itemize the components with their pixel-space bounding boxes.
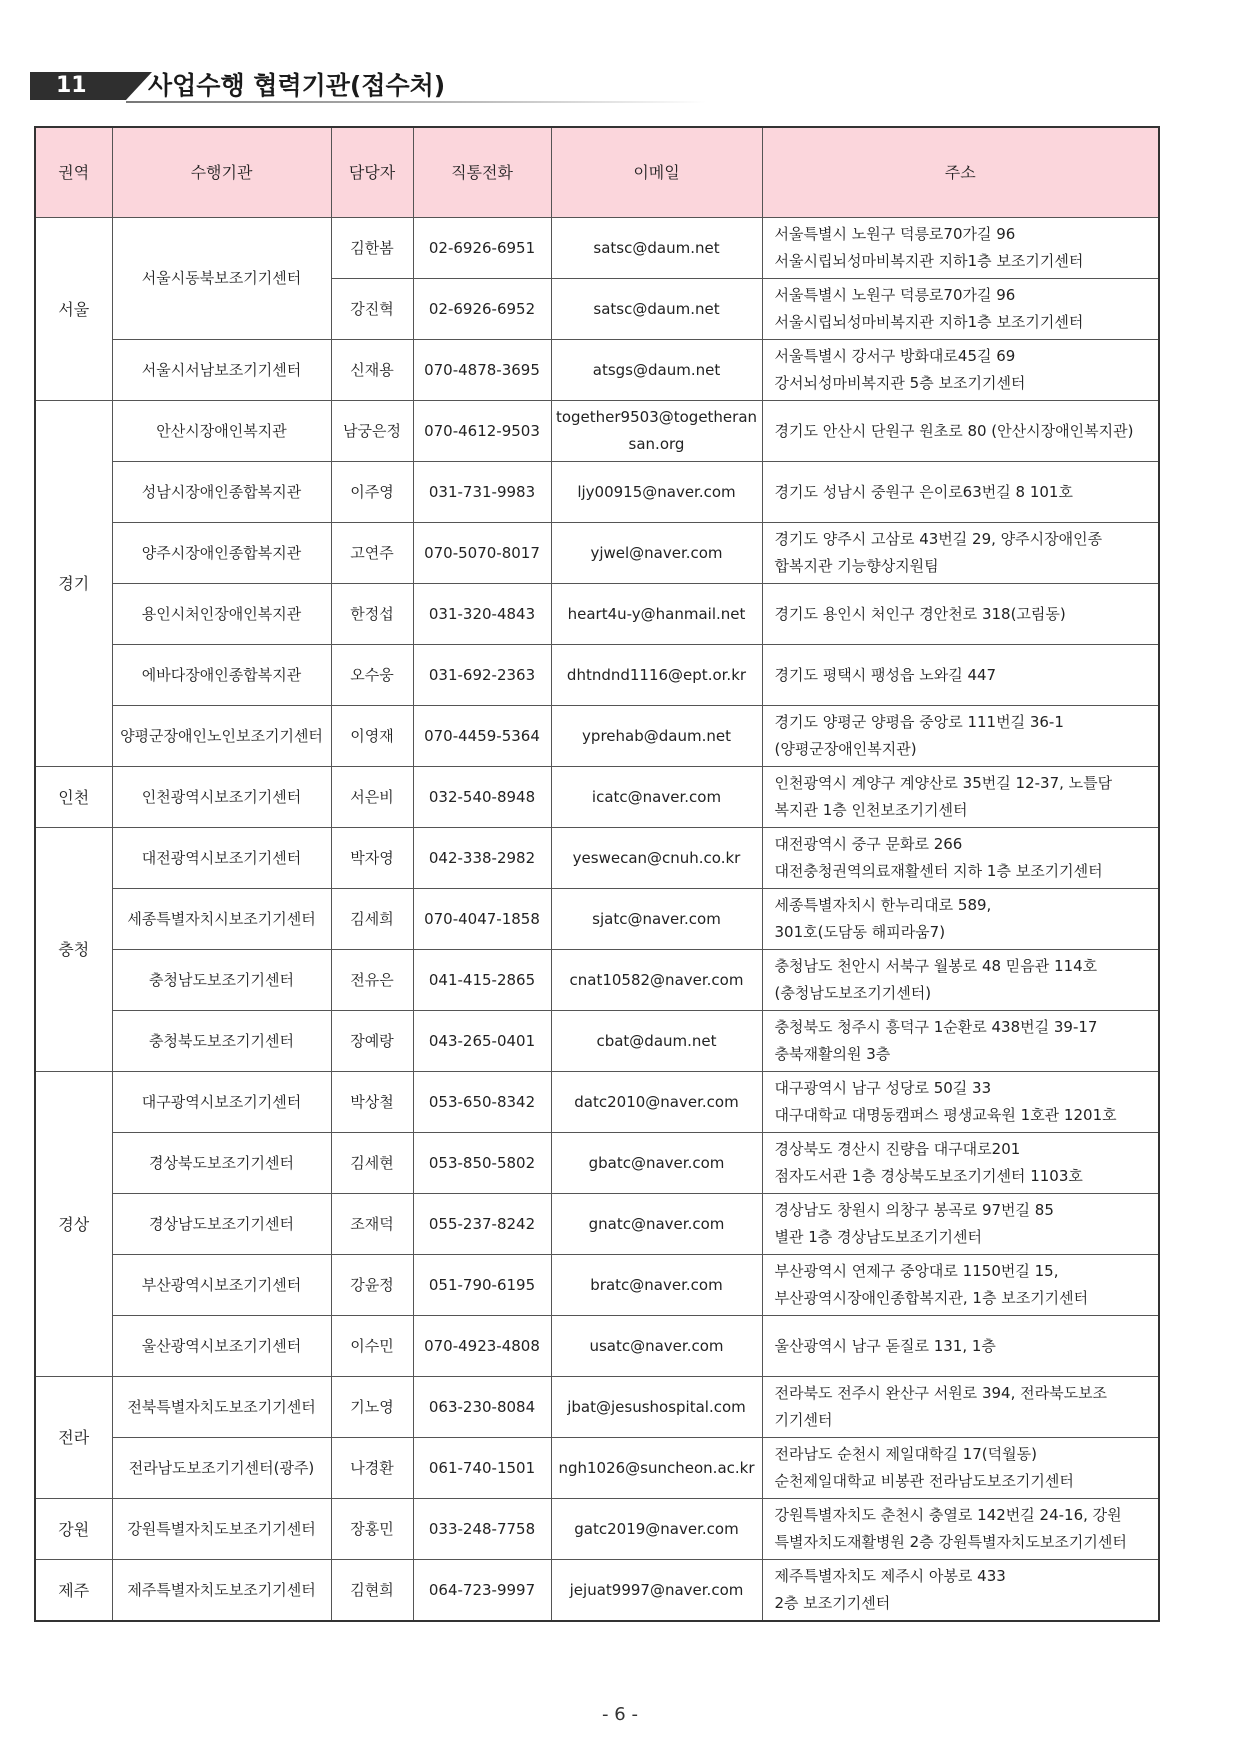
- address-cell: 경기도 평택시 팽성읍 노와길 447: [762, 645, 1159, 706]
- phone-cell: 02-6926-6952: [413, 279, 551, 340]
- table-row: [35, 828, 1159, 889]
- phone-cell: 033-248-7758: [413, 1499, 551, 1560]
- contact-cell: 김세현: [331, 1133, 413, 1194]
- email-cell: cnat10582@naver.com: [551, 950, 762, 1011]
- table-row: [35, 1194, 1159, 1255]
- agency-cell: 서울시서남보조기기센터: [112, 340, 331, 401]
- agency-cell: 세종특별자치시보조기기센터: [112, 889, 331, 950]
- address-cell: 경기도 성남시 중원구 은이로63번길 8 101호: [762, 462, 1159, 523]
- agency-cell: 전북특별자치도보조기기센터: [112, 1377, 331, 1438]
- contact-cell: 이수민: [331, 1316, 413, 1377]
- address-cell: 서울특별시 노원구 덕릉로70가길 96 서울시립뇌성마비복지관 지하1층 보조기기센터: [762, 279, 1159, 340]
- region-cell: 충청: [35, 828, 112, 1072]
- email-cell: usatc@naver.com: [551, 1316, 762, 1377]
- phone-cell: 053-850-5802: [413, 1133, 551, 1194]
- contact-cell: 서은비: [331, 767, 413, 828]
- table-row: [35, 1499, 1159, 1560]
- contact-cell: 신재용: [331, 340, 413, 401]
- column-header-email: 이메일: [551, 127, 762, 218]
- region-cell: 경상: [35, 1072, 112, 1377]
- email-cell: gbatc@naver.com: [551, 1133, 762, 1194]
- contact-cell: 고연주: [331, 523, 413, 584]
- region-cell: 강원: [35, 1499, 112, 1560]
- address-cell: 부산광역시 연제구 중앙대로 1150번길 15, 부산광역시장애인종합복지관, 1층 보조기기센터: [762, 1255, 1159, 1316]
- contact-cell: 장예랑: [331, 1011, 413, 1072]
- address-cell: 대전광역시 중구 문화로 266 대전충청권역의료재활센터 지하 1층 보조기기센터: [762, 828, 1159, 889]
- phone-cell: 043-265-0401: [413, 1011, 551, 1072]
- table-row: [35, 706, 1159, 767]
- phone-cell: 063-230-8084: [413, 1377, 551, 1438]
- address-cell: 전라북도 전주시 완산구 서원로 394, 전라북도보조 기기센터: [762, 1377, 1159, 1438]
- contact-cell: 한정섭: [331, 584, 413, 645]
- agency-cell: 울산광역시보조기기센터: [112, 1316, 331, 1377]
- page-number: - 6 -: [602, 1704, 638, 1725]
- table-row: [35, 645, 1159, 706]
- agency-cell: 에바다장애인종합복지관: [112, 645, 331, 706]
- email-cell: satsc@daum.net: [551, 218, 762, 279]
- agency-cell: 전라남도보조기기센터(광주): [112, 1438, 331, 1499]
- table-row: [35, 1560, 1159, 1622]
- section-header: [30, 70, 690, 102]
- column-header-region: 권역: [35, 127, 112, 218]
- email-cell: together9503@togetheransan.org: [551, 401, 762, 462]
- table-row: [35, 1316, 1159, 1377]
- address-cell: 충청북도 청주시 흥덕구 1순환로 438번길 39-17 충북재활의원 3층: [762, 1011, 1159, 1072]
- region-cell: 전라: [35, 1377, 112, 1499]
- phone-cell: 02-6926-6951: [413, 218, 551, 279]
- table-row: [35, 767, 1159, 828]
- phone-cell: 070-4923-4808: [413, 1316, 551, 1377]
- address-cell: 서울특별시 강서구 방화대로45길 69 강서뇌성마비복지관 5층 보조기기센터: [762, 340, 1159, 401]
- email-cell: jbat@jesushospital.com: [551, 1377, 762, 1438]
- address-cell: 세종특별자치시 한누리대로 589, 301호(도담동 해피라움7): [762, 889, 1159, 950]
- region-cell: 제주: [35, 1560, 112, 1622]
- phone-cell: 055-237-8242: [413, 1194, 551, 1255]
- phone-cell: 041-415-2865: [413, 950, 551, 1011]
- email-cell: yeswecan@cnuh.co.kr: [551, 828, 762, 889]
- email-cell: icatc@naver.com: [551, 767, 762, 828]
- contact-cell: 김세희: [331, 889, 413, 950]
- contact-cell: 전유은: [331, 950, 413, 1011]
- contact-cell: 강윤정: [331, 1255, 413, 1316]
- table-row: [35, 218, 1159, 279]
- email-cell: heart4u-y@hanmail.net: [551, 584, 762, 645]
- email-cell: gnatc@naver.com: [551, 1194, 762, 1255]
- email-cell: atsgs@daum.net: [551, 340, 762, 401]
- phone-cell: 042-338-2982: [413, 828, 551, 889]
- email-cell: yprehab@daum.net: [551, 706, 762, 767]
- agency-cell: 서울시동북보조기기센터: [112, 218, 331, 340]
- column-header-phone: 직통전화: [413, 127, 551, 218]
- address-cell: 인천광역시 계양구 계양산로 35번길 12-37, 노틀담 복지관 1층 인천보조기기센터: [762, 767, 1159, 828]
- agency-cell: 안산시장애인복지관: [112, 401, 331, 462]
- agency-cell: 성남시장애인종합복지관: [112, 462, 331, 523]
- table-row: [35, 401, 1159, 462]
- agency-cell: 용인시처인장애인복지관: [112, 584, 331, 645]
- table-row: [35, 1255, 1159, 1316]
- table-row: [35, 950, 1159, 1011]
- table-row: [35, 584, 1159, 645]
- region-cell: 경기: [35, 401, 112, 767]
- contact-cell: 조재덕: [331, 1194, 413, 1255]
- address-cell: 경기도 용인시 처인구 경안천로 318(고림동): [762, 584, 1159, 645]
- phone-cell: 070-4878-3695: [413, 340, 551, 401]
- phone-cell: 064-723-9997: [413, 1560, 551, 1622]
- table-row: [35, 889, 1159, 950]
- email-cell: sjatc@naver.com: [551, 889, 762, 950]
- email-cell: cbat@daum.net: [551, 1011, 762, 1072]
- contact-cell: 나경환: [331, 1438, 413, 1499]
- table-body: [35, 218, 1159, 1622]
- address-cell: 경기도 양주시 고삼로 43번길 29, 양주시장애인종 합복지관 기능향상지원팀: [762, 523, 1159, 584]
- agency-cell: 제주특별자치도보조기기센터: [112, 1560, 331, 1622]
- phone-cell: 070-4459-5364: [413, 706, 551, 767]
- phone-cell: 031-731-9983: [413, 462, 551, 523]
- table-row: [35, 1377, 1159, 1438]
- phone-cell: 032-540-8948: [413, 767, 551, 828]
- section-title: 사업수행 협력기관(접수처): [148, 71, 446, 100]
- agency-table: [34, 126, 1160, 1622]
- agency-cell: 경상남도보조기기센터: [112, 1194, 331, 1255]
- agency-cell: 강원특별자치도보조기기센터: [112, 1499, 331, 1560]
- address-cell: 경상북도 경산시 진량읍 대구대로201 점자도서관 1층 경상북도보조기기센터 1103호: [762, 1133, 1159, 1194]
- region-cell: 서울: [35, 218, 112, 401]
- phone-cell: 031-320-4843: [413, 584, 551, 645]
- agency-cell: 충청북도보조기기센터: [112, 1011, 331, 1072]
- phone-cell: 070-5070-8017: [413, 523, 551, 584]
- table-row: [35, 523, 1159, 584]
- phone-cell: 053-650-8342: [413, 1072, 551, 1133]
- email-cell: bratc@naver.com: [551, 1255, 762, 1316]
- address-cell: 경기도 양평군 양평읍 중앙로 111번길 36-1 (양평군장애인복지관): [762, 706, 1159, 767]
- email-cell: ljy00915@naver.com: [551, 462, 762, 523]
- table-row: [35, 1072, 1159, 1133]
- region-cell: 인천: [35, 767, 112, 828]
- email-cell: ngh1026@suncheon.ac.kr: [551, 1438, 762, 1499]
- email-cell: dhtndnd1116@ept.or.kr: [551, 645, 762, 706]
- contact-cell: 박상철: [331, 1072, 413, 1133]
- agency-cell: 대전광역시보조기기센터: [112, 828, 331, 889]
- contact-cell: 김한봄: [331, 218, 413, 279]
- email-cell: gatc2019@naver.com: [551, 1499, 762, 1560]
- email-cell: yjwel@naver.com: [551, 523, 762, 584]
- section-number-badge: 11: [30, 72, 126, 100]
- contact-cell: 이주영: [331, 462, 413, 523]
- address-cell: 울산광역시 남구 돋질로 131, 1층: [762, 1316, 1159, 1377]
- table-row: [35, 462, 1159, 523]
- table-row: [35, 1011, 1159, 1072]
- table-row: [35, 1133, 1159, 1194]
- contact-cell: 오수웅: [331, 645, 413, 706]
- email-cell: jejuat9997@naver.com: [551, 1560, 762, 1622]
- contact-cell: 기노영: [331, 1377, 413, 1438]
- agency-cell: 부산광역시보조기기센터: [112, 1255, 331, 1316]
- contact-cell: 김현희: [331, 1560, 413, 1622]
- header-underline: [126, 101, 706, 103]
- address-cell: 충청남도 천안시 서북구 월봉로 48 믿음관 114호 (충청남도보조기기센터): [762, 950, 1159, 1011]
- agency-cell: 충청남도보조기기센터: [112, 950, 331, 1011]
- address-cell: 전라남도 순천시 제일대학길 17(덕월동) 순천제일대학교 비봉관 전라남도보조기기센터: [762, 1438, 1159, 1499]
- column-header-agency: 수행기관: [112, 127, 331, 218]
- column-header-contact: 담당자: [331, 127, 413, 218]
- phone-cell: 031-692-2363: [413, 645, 551, 706]
- address-cell: 대구광역시 남구 성당로 50길 33 대구대학교 대명동캠퍼스 평생교육원 1호관 1201호: [762, 1072, 1159, 1133]
- address-cell: 서울특별시 노원구 덕릉로70가길 96 서울시립뇌성마비복지관 지하1층 보조기기센터: [762, 218, 1159, 279]
- table-row: [35, 340, 1159, 401]
- column-header-address: 주소: [762, 127, 1159, 218]
- agency-cell: 대구광역시보조기기센터: [112, 1072, 331, 1133]
- phone-cell: 070-4612-9503: [413, 401, 551, 462]
- contact-cell: 장홍민: [331, 1499, 413, 1560]
- email-cell: datc2010@naver.com: [551, 1072, 762, 1133]
- contact-cell: 강진혁: [331, 279, 413, 340]
- phone-cell: 070-4047-1858: [413, 889, 551, 950]
- contact-cell: 이영재: [331, 706, 413, 767]
- address-cell: 제주특별자치도 제주시 아봉로 433 2층 보조기기센터: [762, 1560, 1159, 1622]
- address-cell: 강원특별자치도 춘천시 충열로 142번길 24-16, 강원 특별자치도재활병원 2층 강원특별자치도보조기기센터: [762, 1499, 1159, 1560]
- address-cell: 경기도 안산시 단원구 원초로 80 (안산시장애인복지관): [762, 401, 1159, 462]
- address-cell: 경상남도 창원시 의창구 봉곡로 97번길 85 별관 1층 경상남도보조기기센터: [762, 1194, 1159, 1255]
- agency-cell: 경상북도보조기기센터: [112, 1133, 331, 1194]
- contact-cell: 박자영: [331, 828, 413, 889]
- table-row: [35, 1438, 1159, 1499]
- phone-cell: 051-790-6195: [413, 1255, 551, 1316]
- phone-cell: 061-740-1501: [413, 1438, 551, 1499]
- contact-cell: 남궁은정: [331, 401, 413, 462]
- email-cell: satsc@daum.net: [551, 279, 762, 340]
- agency-cell: 인천광역시보조기기센터: [112, 767, 331, 828]
- agency-cell: 양주시장애인종합복지관: [112, 523, 331, 584]
- agency-cell: 양평군장애인노인보조기기센터: [112, 706, 331, 767]
- table-header-row: [35, 127, 1159, 218]
